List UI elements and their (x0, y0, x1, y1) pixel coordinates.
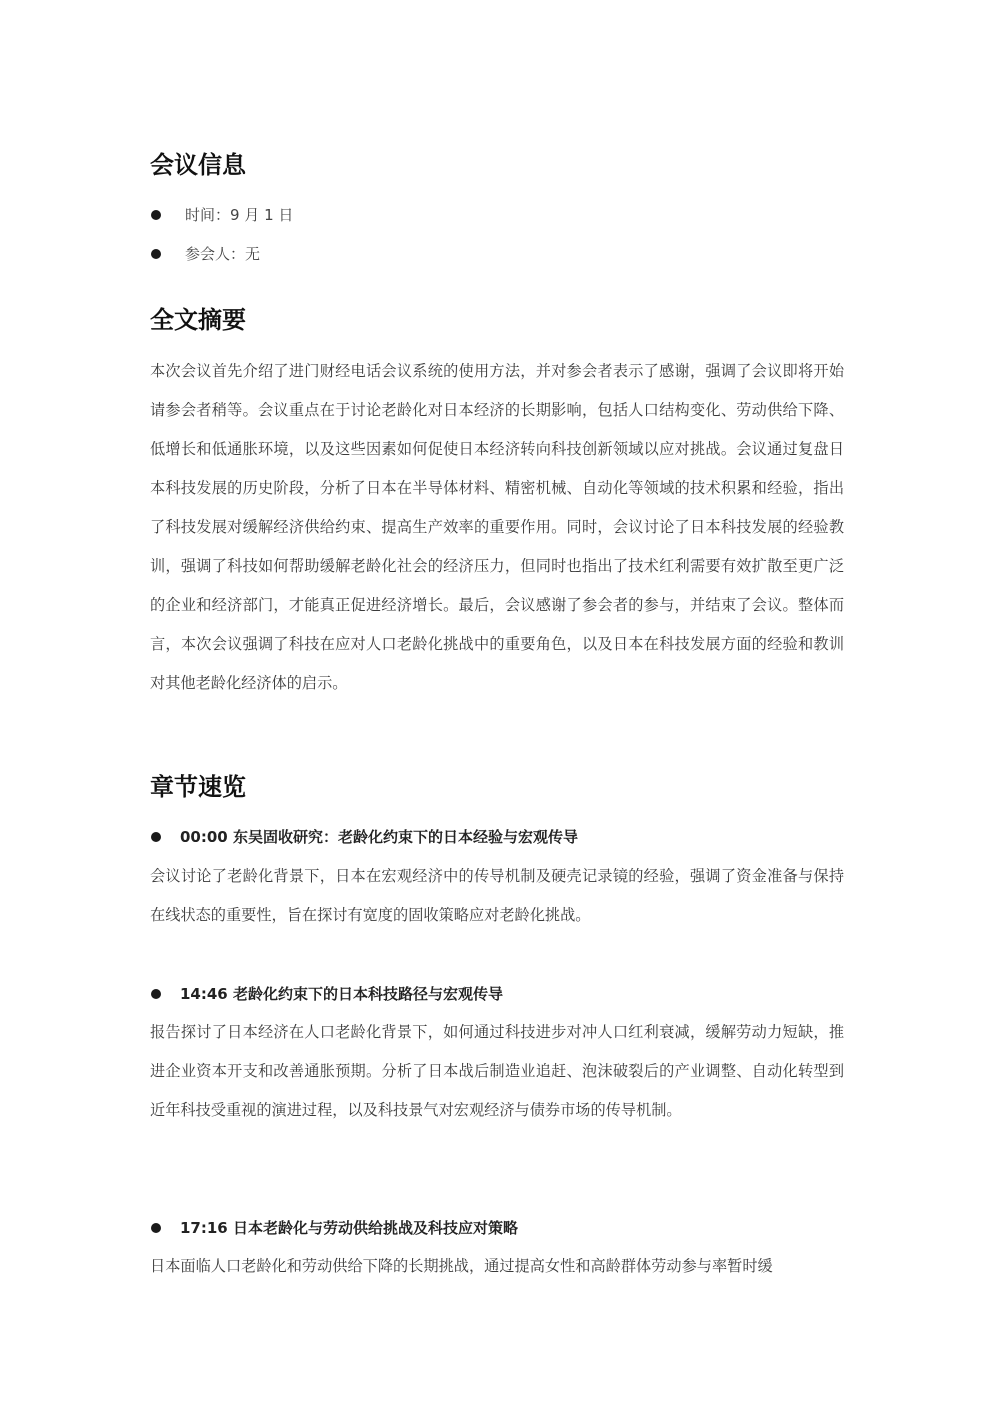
meeting-time-sep: ： (215, 206, 231, 224)
chapter-summary: 会议讨论了老龄化背景下，日本在宏观经济中的传导机制及硬壳记录镜的经验，强调了资金准备与保持在线状态的重要性，旨在探讨有宽度的固收策略应对老龄化挑战。 (150, 867, 844, 924)
bullet-dot-icon (151, 210, 161, 220)
bullet-dot-icon (151, 832, 161, 842)
meeting-time-label: 时间 (185, 206, 216, 224)
meeting-attendees-value: 无 (245, 245, 261, 263)
chapter-summary: 日本面临人口老龄化和劳动供给下降的长期挑战，通过提高女性和高龄群体劳动参与率暂时缓 (150, 1257, 773, 1275)
chapters-heading: 章节速览 (150, 773, 246, 801)
chapter-title: 14:46 老龄化约束下的日本科技路径与宏观传导 (180, 985, 503, 1003)
chapter-title: 17:16 日本老龄化与劳动供给挑战及科技应对策略 (180, 1219, 518, 1237)
meeting-attendees-sep: ： (230, 245, 246, 263)
chapter-summary: 报告探讨了日本经济在人口老龄化背景下，如何通过科技进步对冲人口红利衰减，缓解劳动力短缺，推进企业资本开支和改善通胀预期。分析了日本战后制造业追赶、泡沫破裂后的产业调整、自动化转型到近年科技受重视的演进过程，以及科技景气对宏观经济与债券市场的传导机制。 (150, 1023, 844, 1119)
meeting-attendees-label: 参会人 (185, 245, 231, 263)
bullet-dot-icon (151, 1223, 161, 1233)
chapter-title: 00:00 东吴固收研究：老龄化约束下的日本经验与宏观传导 (180, 828, 578, 846)
bullet-dot-icon (151, 249, 161, 259)
summary-heading: 全文摘要 (150, 306, 246, 334)
summary-paragraph: 本次会议首先介绍了进门财经电话会议系统的使用方法，并对参会者表示了感谢，强调了会议即将开始请参会者稍等。会议重点在于讨论老龄化对日本经济的长期影响，包括人口结构变化、劳动供给下降、低增长和低通胀环境，以及这些因素如何促使日本经济转向科技创新领域以应对挑战。会议通过复盘日本科技发展的历史阶段，分析了日本在半导体材料、精密机械、自动化等领域的技术积累和经验，指出了科技发展对缓解经济供给约束、提高生产效率的重要作用。同时，会议讨论了日本科技发展的经验教训，强调了科技如何帮助缓解老龄化社会的经济压力，但同时也指出了技术红利需要有效扩散至更广泛的企业和经济部门，才能真正促进经济增长。最后，会议感谢了参会者的参与，并结束了会议。整体而言，本次会议强调了科技在应对人口老龄化挑战中的重要角色，以及日本在科技发展方面的经验和教训对其他老龄化经济体的启示。 (150, 362, 844, 692)
meeting-info-heading: 会议信息 (150, 151, 246, 179)
bullet-dot-icon (151, 989, 161, 999)
meeting-time-value: 9 月 1 日 (230, 206, 294, 224)
